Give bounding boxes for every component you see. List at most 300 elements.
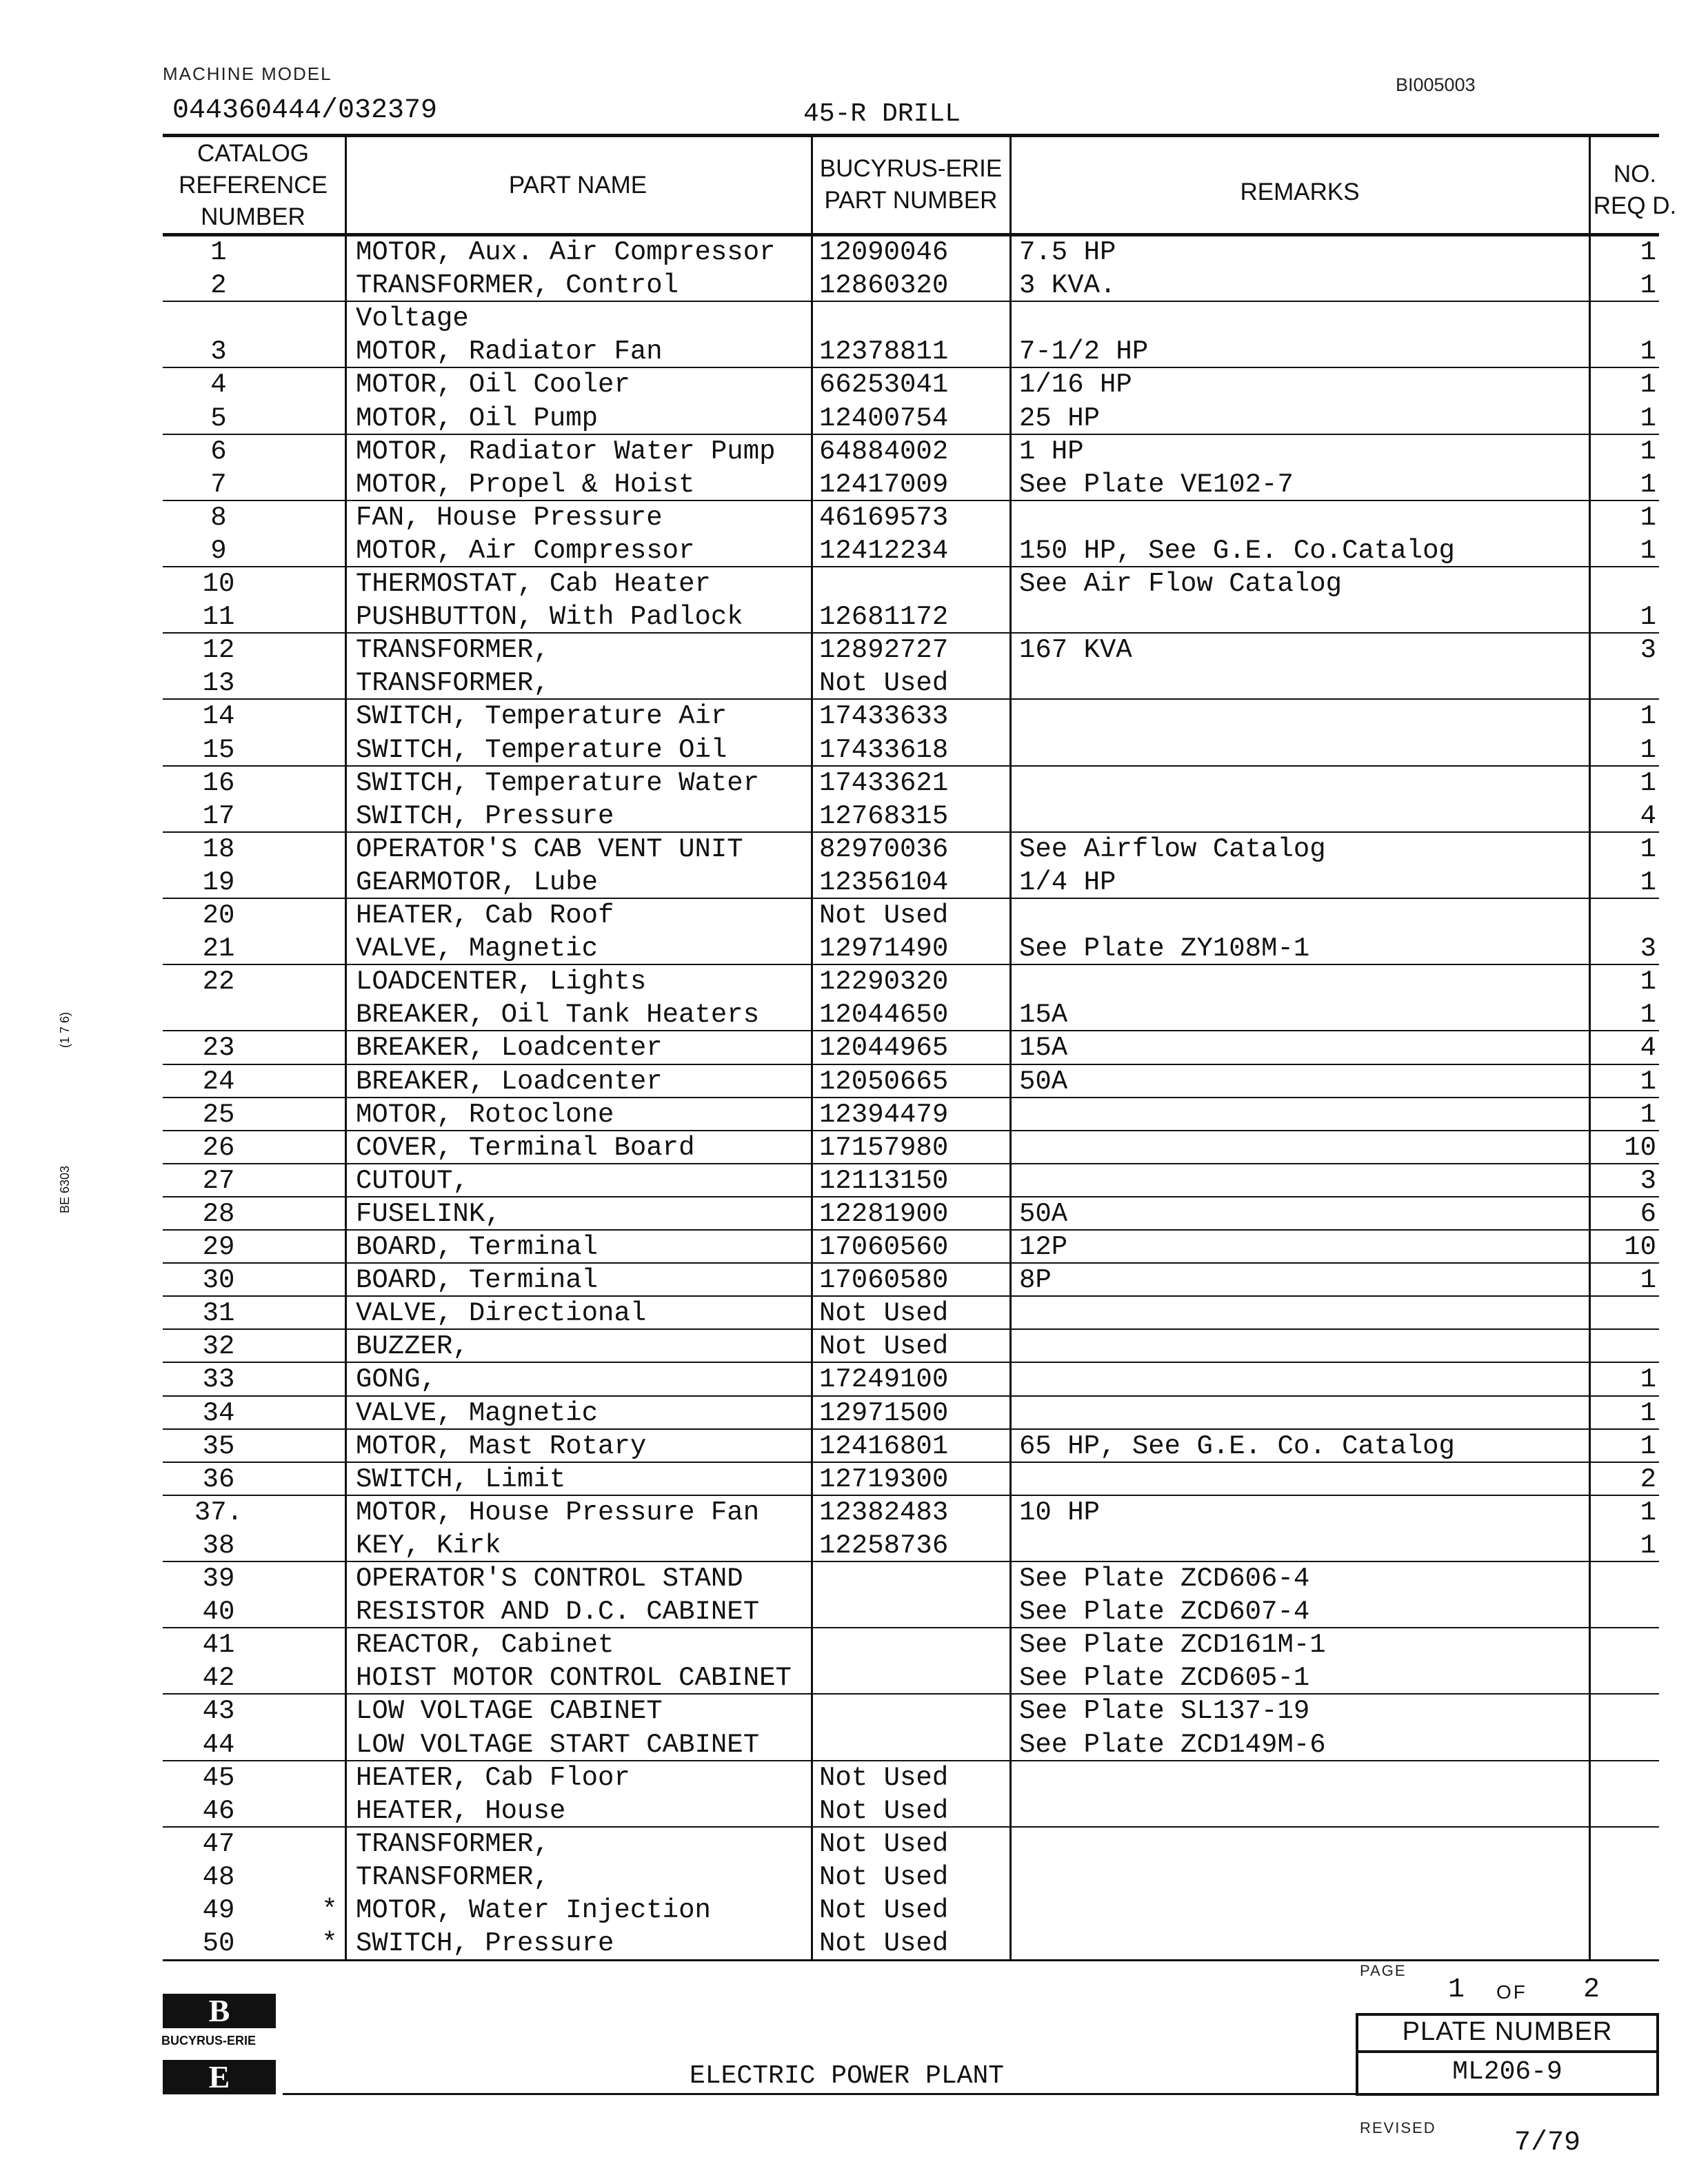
qty-cell: 1	[1640, 1265, 1656, 1296]
asterisk-cell	[316, 302, 343, 335]
table-row	[0, 501, 1688, 534]
part-name-cell: MOTOR, Radiator Water Pump	[356, 436, 776, 467]
plate-number-box	[1356, 2013, 1659, 2096]
qty-cell: 1	[1640, 1530, 1656, 1561]
part-number-cell: Not Used	[819, 1795, 949, 1826]
header-part-name: PART NAME	[508, 172, 647, 199]
catalog-ref-cell: 50	[202, 1928, 235, 1959]
part-number-cell: 17433633	[819, 701, 949, 732]
asterisk-cell	[316, 700, 343, 733]
table-top-rule	[163, 134, 1659, 137]
table-row	[0, 1628, 1688, 1661]
catalog-ref-cell: 44	[202, 1729, 235, 1760]
qty-cell: 1	[1640, 502, 1656, 533]
part-number-cell: 64884002	[819, 436, 949, 467]
qty-cell: 1	[1640, 436, 1656, 467]
table-row	[0, 302, 1688, 335]
qty-cell: 4	[1640, 800, 1656, 831]
part-number-cell: Not Used	[819, 668, 949, 699]
part-number-cell: 66253041	[819, 370, 949, 401]
part-name-cell: THERMOSTAT, Cab Heater	[356, 569, 711, 599]
part-number-cell: 12050665	[819, 1066, 949, 1097]
bucyrus-erie-logo-top: B	[163, 1994, 276, 2028]
catalog-ref-cell	[188, 998, 250, 1031]
part-number-cell: Not Used	[819, 1762, 949, 1793]
table-row	[0, 932, 1688, 965]
catalog-ref-cell: 46	[202, 1795, 235, 1826]
table-row	[0, 269, 1688, 302]
part-name-cell: REACTOR, Cabinet	[356, 1630, 614, 1661]
catalog-ref-cell: 28	[202, 1198, 235, 1229]
table-row	[0, 965, 1688, 998]
remarks-cell: 65 HP, See G.E. Co. Catalog	[1019, 1430, 1455, 1462]
part-number-cell: 17433621	[819, 767, 949, 798]
plate-number-label: PLATE NUMBER	[1402, 2017, 1613, 2046]
asterisk-cell	[316, 667, 343, 700]
part-name-cell: FUSELINK,	[356, 1198, 501, 1229]
remarks-cell: 50A	[1019, 1066, 1068, 1097]
table-row	[0, 734, 1688, 767]
asterisk-cell	[316, 1794, 343, 1828]
page-of-label: OF	[1496, 1981, 1527, 2003]
part-number-cell: Not Used	[819, 1895, 949, 1925]
remarks-cell: 10 HP	[1019, 1497, 1101, 1528]
catalog-ref-cell: 8	[210, 502, 227, 533]
table-row	[0, 767, 1688, 800]
asterisk-cell	[316, 1330, 343, 1363]
catalog-ref-cell: 45	[202, 1762, 235, 1793]
bucyrus-erie-logo-bottom: E	[163, 2060, 276, 2094]
qty-cell: 1	[1640, 535, 1656, 566]
part-number-cell: 17249100	[819, 1364, 949, 1395]
remarks-cell: See Plate ZCD607-4	[1019, 1597, 1310, 1628]
qty-cell: 1	[1640, 403, 1656, 434]
catalog-ref-cell: 32	[202, 1331, 235, 1362]
part-name-cell: SWITCH, Temperature Oil	[356, 734, 727, 765]
part-number-cell: Not Used	[819, 1298, 949, 1329]
part-name-cell: OPERATOR'S CONTROL STAND	[356, 1564, 743, 1594]
table-row	[0, 1695, 1688, 1728]
qty-cell	[1591, 1330, 1688, 1363]
asterisk-cell	[316, 1131, 343, 1164]
header-qty-line1: NO.	[1613, 161, 1657, 188]
asterisk-cell	[316, 1363, 343, 1396]
asterisk-cell	[316, 600, 343, 634]
catalog-ref-cell: 34	[202, 1397, 235, 1428]
part-name-cell: VALVE, Magnetic	[356, 1397, 599, 1428]
part-name-cell: LOADCENTER, Lights	[356, 967, 647, 998]
asterisk-cell	[316, 1297, 343, 1330]
table-row	[0, 1463, 1688, 1496]
part-number-cell: 12044650	[819, 1000, 949, 1031]
margin-code: BE 6303	[58, 1165, 72, 1213]
qty-cell	[1591, 1894, 1688, 1927]
part-name-cell: SWITCH, Temperature Air	[356, 701, 727, 732]
asterisk-cell	[316, 1828, 343, 1861]
part-name-cell: Voltage	[356, 303, 469, 334]
table-row	[0, 1562, 1688, 1595]
table-row	[0, 1927, 1688, 1960]
part-name-cell: GONG,	[356, 1364, 437, 1395]
catalog-ref-cell: 7	[210, 469, 227, 500]
qty-cell: 1	[1640, 767, 1656, 798]
remarks-cell: 7-1/2 HP	[1019, 336, 1149, 367]
remarks-cell: See Plate ZCD161M-1	[1019, 1630, 1326, 1661]
remarks-cell: 15A	[1019, 1033, 1068, 1064]
document-id: BI005003	[1396, 74, 1476, 95]
header-ref-line1: CATALOG	[197, 140, 310, 167]
catalog-ref-cell: 29	[202, 1232, 235, 1262]
part-number-cell: 12971500	[819, 1397, 949, 1428]
remarks-cell: 1/16 HP	[1019, 370, 1132, 401]
remarks-cell: See Plate ZCD605-1	[1019, 1663, 1310, 1694]
catalog-ref-cell: 48	[202, 1861, 235, 1892]
part-name-cell: LOW VOLTAGE CABINET	[356, 1696, 663, 1727]
asterisk-cell	[316, 800, 343, 833]
catalog-ref-cell: 25	[202, 1099, 235, 1130]
part-number-cell: Not Used	[819, 1928, 949, 1959]
table-row	[0, 567, 1688, 600]
bucyrus-erie-logo-text: BUCYRUS-ERIE	[161, 2034, 257, 2048]
remarks-cell: 3 KVA.	[1019, 270, 1116, 301]
part-name-cell: MOTOR, House Pressure Fan	[356, 1497, 760, 1528]
asterisk-cell	[316, 567, 343, 600]
part-name-cell: SWITCH, Pressure	[356, 1928, 614, 1959]
asterisk-cell	[316, 1463, 343, 1496]
footer-title-rule	[283, 2093, 1356, 2095]
catalog-ref-cell: 35	[202, 1430, 235, 1462]
table-row	[0, 1031, 1688, 1064]
qty-cell	[1591, 302, 1688, 335]
table-row	[0, 1828, 1688, 1861]
asterisk-cell	[316, 1861, 343, 1894]
qty-cell: 1	[1640, 469, 1656, 500]
catalog-ref-cell: 9	[210, 535, 227, 566]
table-row	[0, 1363, 1688, 1396]
catalog-ref-cell: 42	[202, 1663, 235, 1694]
qty-cell	[1591, 1828, 1688, 1861]
asterisk-cell	[316, 932, 343, 965]
asterisk-cell	[316, 402, 343, 435]
asterisk-cell	[316, 368, 343, 401]
part-name-cell: MOTOR, Oil Pump	[356, 403, 599, 434]
asterisk-cell	[316, 1661, 343, 1695]
catalog-ref-cell: 22	[202, 967, 235, 998]
part-number-cell: 12971490	[819, 933, 949, 964]
qty-cell: 3	[1640, 933, 1656, 964]
asterisk-cell	[316, 998, 343, 1031]
catalog-ref-cell: 14	[202, 701, 235, 732]
table-row	[0, 1297, 1688, 1330]
header-ref-line2: REFERENCE	[179, 172, 328, 199]
part-number-cell: Not Used	[819, 1861, 949, 1892]
part-number-cell: 12417009	[819, 469, 949, 500]
part-name-cell: MOTOR, Air Compressor	[356, 535, 695, 566]
qty-cell: 6	[1640, 1198, 1656, 1229]
part-name-cell: FAN, House Pressure	[356, 502, 663, 533]
table-row	[0, 1065, 1688, 1098]
qty-cell	[1591, 1562, 1688, 1595]
table-row	[0, 1496, 1688, 1529]
part-number-cell: Not Used	[819, 900, 949, 931]
asterisk-cell	[316, 1065, 343, 1098]
remarks-cell: 1/4 HP	[1019, 867, 1116, 898]
remarks-cell: 167 KVA	[1019, 635, 1132, 666]
part-number-cell: 12412234	[819, 535, 949, 566]
header-part-line1: BUCYRUS-ERIE	[819, 155, 1003, 182]
asterisk-cell	[316, 1628, 343, 1661]
table-row	[0, 435, 1688, 468]
table-row	[0, 1197, 1688, 1231]
table-row	[0, 833, 1688, 866]
part-number-cell: 12281900	[819, 1198, 949, 1229]
part-name-cell: HEATER, House	[356, 1795, 566, 1826]
table-row	[0, 468, 1688, 501]
asterisk-cell	[316, 1098, 343, 1131]
remarks-cell: See Plate SL137-19	[1019, 1696, 1310, 1727]
page-total: 2	[1583, 1974, 1600, 2005]
machine-model-label: MACHINE MODEL	[163, 63, 332, 84]
catalog-ref-cell: 38	[202, 1530, 235, 1561]
part-name-cell: MOTOR, Mast Rotary	[356, 1430, 647, 1462]
qty-cell	[1591, 1927, 1688, 1960]
qty-cell: 10	[1624, 1232, 1656, 1262]
part-name-cell: HEATER, Cab Roof	[356, 900, 614, 931]
catalog-ref-cell: 31	[202, 1298, 235, 1329]
part-number-cell: 17060580	[819, 1265, 949, 1296]
table-row	[0, 866, 1688, 899]
remarks-cell: 25 HP	[1019, 403, 1101, 434]
machine-name: 45-R DRILL	[803, 99, 961, 129]
qty-cell: 1	[1640, 237, 1656, 267]
catalog-ref-cell: 27	[202, 1165, 235, 1196]
part-name-cell: LOW VOLTAGE START CABINET	[356, 1729, 760, 1760]
qty-cell	[1591, 1728, 1688, 1761]
catalog-ref-cell: 24	[202, 1066, 235, 1097]
qty-cell: 1	[1640, 1497, 1656, 1528]
header-part-number	[812, 153, 1009, 216]
remarks-cell: See Plate VE102-7	[1019, 469, 1294, 500]
table-row	[0, 402, 1688, 435]
page-label: PAGE	[1360, 1962, 1407, 1979]
qty-cell	[1591, 1695, 1688, 1728]
catalog-ref-cell: 13	[202, 668, 235, 699]
part-number-cell: 12382483	[819, 1497, 949, 1528]
plate-title: ELECTRIC POWER PLANT	[690, 2061, 1005, 2091]
remarks-cell: 150 HP, See G.E. Co.Catalog	[1019, 535, 1455, 566]
part-number-cell: 12892727	[819, 635, 949, 666]
catalog-ref-cell: 17	[202, 800, 235, 831]
part-name-cell: MOTOR, Rotoclone	[356, 1099, 614, 1130]
asterisk-cell	[316, 335, 343, 368]
asterisk-cell	[316, 1562, 343, 1595]
table-row	[0, 1861, 1688, 1894]
table-row	[0, 1098, 1688, 1131]
asterisk-cell	[316, 899, 343, 932]
part-name-cell: TRANSFORMER,	[356, 635, 550, 666]
part-name-cell: HOIST MOTOR CONTROL CABINET	[356, 1663, 792, 1694]
header-remarks: REMARKS	[1240, 179, 1360, 205]
catalog-ref-cell: 18	[202, 833, 235, 865]
asterisk-cell	[316, 965, 343, 998]
table-row	[0, 1894, 1688, 1927]
qty-cell: 1	[1640, 270, 1656, 301]
asterisk-cell	[316, 1529, 343, 1562]
part-number-cell: 46169573	[819, 502, 949, 533]
part-name-cell: TRANSFORMER,	[356, 668, 550, 699]
asterisk-cell: *	[321, 1895, 338, 1925]
part-number-cell: 82970036	[819, 833, 949, 865]
part-number-cell: 12681172	[819, 602, 949, 633]
catalog-ref-cell: 36	[202, 1464, 235, 1495]
asterisk-cell	[316, 1197, 343, 1231]
qty-cell	[1591, 567, 1688, 600]
table-row	[0, 1794, 1688, 1828]
table-row	[0, 534, 1688, 567]
part-name-cell: SWITCH, Limit	[356, 1464, 566, 1495]
table-row	[0, 1661, 1688, 1695]
qty-cell: 1	[1640, 734, 1656, 765]
part-number-cell: 12356104	[819, 867, 949, 898]
catalog-ref-cell	[188, 302, 250, 335]
header-part-line2: PART NUMBER	[824, 187, 998, 214]
part-name-cell: SWITCH, Pressure	[356, 800, 614, 831]
asterisk-cell	[316, 501, 343, 534]
asterisk-cell: *	[321, 1928, 338, 1959]
table-row	[0, 1330, 1688, 1363]
part-number-cell: 12090046	[819, 237, 949, 267]
table-row	[0, 998, 1688, 1031]
table-row	[0, 1131, 1688, 1164]
table-row	[0, 1164, 1688, 1197]
catalog-ref-cell: 10	[202, 569, 235, 599]
part-number-cell: 12290320	[819, 967, 949, 998]
part-number-cell: Not Used	[819, 1828, 949, 1859]
remarks-cell: 8P	[1019, 1265, 1052, 1296]
part-number-cell: 17157980	[819, 1132, 949, 1163]
header-catalog-reference	[163, 138, 343, 233]
table-row	[0, 634, 1688, 667]
remarks-cell: 1 HP	[1019, 436, 1084, 467]
header-ref-line3: NUMBER	[201, 203, 305, 230]
part-number-cell: 12378811	[819, 336, 949, 367]
part-number-cell: 12258736	[819, 1530, 949, 1561]
catalog-ref-cell: 23	[202, 1033, 235, 1064]
qty-cell	[1591, 1861, 1688, 1894]
qty-cell: 1	[1640, 336, 1656, 367]
table-row	[0, 667, 1688, 700]
asterisk-cell	[316, 634, 343, 667]
remarks-cell: See Plate ZY108M-1	[1019, 933, 1310, 964]
remarks-cell: See Airflow Catalog	[1019, 833, 1326, 865]
catalog-ref-cell: 20	[202, 900, 235, 931]
qty-cell: 10	[1624, 1132, 1656, 1163]
part-name-cell: SWITCH, Temperature Water	[356, 767, 760, 798]
part-name-cell: RESISTOR AND D.C. CABINET	[356, 1597, 760, 1628]
qty-cell: 1	[1640, 1397, 1656, 1428]
asterisk-cell	[316, 1695, 343, 1728]
qty-cell: 1	[1640, 1000, 1656, 1031]
remarks-cell: See Air Flow Catalog	[1019, 569, 1343, 599]
part-name-cell: MOTOR, Aux. Air Compressor	[356, 237, 776, 267]
qty-cell	[1591, 1761, 1688, 1794]
table-row	[0, 236, 1688, 269]
plate-box-divider	[1358, 2050, 1656, 2053]
asterisk-cell	[316, 1595, 343, 1628]
part-name-cell: MOTOR, Water Injection	[356, 1895, 711, 1925]
asterisk-cell	[316, 734, 343, 767]
part-name-cell: TRANSFORMER,	[356, 1828, 550, 1859]
table-row	[0, 1761, 1688, 1794]
catalog-ref-cell: 39	[202, 1564, 235, 1594]
catalog-ref-cell: 26	[202, 1132, 235, 1163]
part-name-cell: PUSHBUTTON, With Padlock	[356, 602, 743, 633]
remarks-cell: 50A	[1019, 1198, 1068, 1229]
part-name-cell: OPERATOR'S CAB VENT UNIT	[356, 833, 743, 865]
part-name-cell: GEARMOTOR, Lube	[356, 867, 599, 898]
table-row	[0, 368, 1688, 401]
qty-cell: 2	[1640, 1464, 1656, 1495]
qty-cell: 1	[1640, 1430, 1656, 1462]
qty-cell: 1	[1640, 967, 1656, 998]
part-name-cell: BREAKER, Loadcenter	[356, 1033, 663, 1064]
table-row	[0, 700, 1688, 733]
qty-cell	[1591, 1595, 1688, 1628]
part-name-cell: TRANSFORMER, Control	[356, 270, 679, 301]
catalog-ref-cell: 21	[202, 933, 235, 964]
asterisk-cell	[316, 1397, 343, 1430]
qty-cell	[1591, 667, 1688, 700]
margin-notes	[58, 993, 86, 1213]
qty-cell	[1591, 899, 1688, 932]
asterisk-cell	[316, 1728, 343, 1761]
part-name-cell: VALVE, Magnetic	[356, 933, 599, 964]
header-qty	[1590, 159, 1680, 222]
part-number-cell: 12394479	[819, 1099, 949, 1130]
catalog-ref-cell: 41	[202, 1630, 235, 1661]
catalog-ref-cell: 49	[202, 1895, 235, 1925]
qty-cell: 1	[1640, 867, 1656, 898]
page-number: 1	[1448, 1974, 1465, 2005]
catalog-ref-cell: 6	[210, 436, 227, 467]
asterisk-cell	[316, 767, 343, 800]
table-row	[0, 1231, 1688, 1264]
catalog-ref-cell: 11	[202, 602, 235, 633]
part-number-cell: 12113150	[819, 1165, 949, 1196]
part-number-cell: 12416801	[819, 1430, 949, 1462]
table-row	[0, 1430, 1688, 1463]
asterisk-cell	[316, 1496, 343, 1529]
part-name-cell: BOARD, Terminal	[356, 1232, 599, 1262]
table-row	[0, 800, 1688, 833]
machine-model-number: 044360444/032379	[172, 95, 438, 126]
part-name-cell: VALVE, Directional	[356, 1298, 647, 1329]
asterisk-cell	[316, 435, 343, 468]
table-row	[0, 899, 1688, 932]
revised-date: 7/79	[1514, 2127, 1581, 2158]
margin-note: (1 7 6)	[58, 1011, 72, 1048]
catalog-ref-cell: 40	[202, 1597, 235, 1628]
part-number-cell: 12044965	[819, 1033, 949, 1064]
table-row	[0, 1728, 1688, 1761]
catalog-ref-cell: 5	[210, 403, 227, 434]
qty-cell: 3	[1640, 1165, 1656, 1196]
remarks-cell: 15A	[1019, 1000, 1068, 1031]
catalog-ref-cell: 16	[202, 767, 235, 798]
qty-cell: 1	[1640, 1099, 1656, 1130]
asterisk-cell	[316, 1430, 343, 1463]
remarks-cell: See Plate ZCD149M-6	[1019, 1729, 1326, 1760]
